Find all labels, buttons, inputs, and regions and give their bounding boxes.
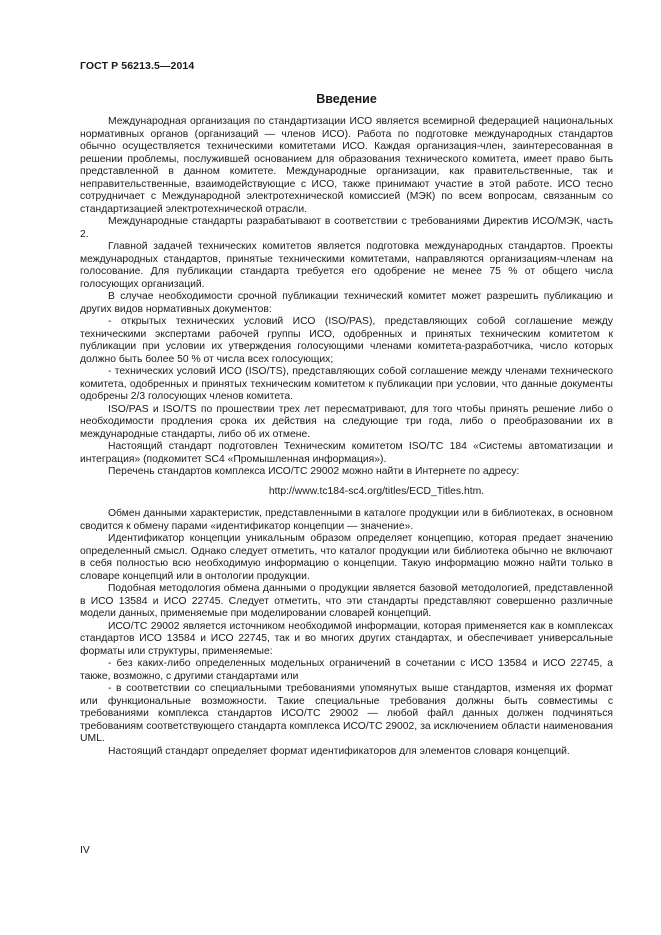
list-item: - в соответствии со специальными требованиями упомянутых выше стандартов, изменяя их формат или функциональные возможности. Такие специальные требования должны быть совместимы с требованиями комплекса стандартов ИСО/ТС 29002 — любой файл данных должен подчиняться требованиям соответствующего стандарта комплекса ИСО/ТС 29002, за исключением области наименования UML. xyxy=(80,683,613,744)
paragraph: Перечень стандартов комплекса ИСО/ТС 29002 можно найти в Интернете по адресу: xyxy=(108,466,520,477)
paragraph: Главной задачей технических комитетов является подготовка международных стандартов. Проекты международных стандартов, принятые техническими комитетами, направляются организациям-членам на голосование. Для публикации стандарта требуется его одобрение не менее 75 % от общего числа голосующих организаций. xyxy=(80,241,613,290)
section-title: Введение xyxy=(316,92,377,106)
url-link[interactable]: http://www.tc184-sc4.org/titles/ECD_Titles.htm. xyxy=(268,485,485,497)
paragraph: Обмен данными характеристик, представленными в каталоге продукции или в библиотеках, в основном сводится к обмену парами «идентификатор концепции — значение». xyxy=(80,508,613,532)
paragraph: ISO/PAS и ISO/TS по прошествии трех лет пересматривают, для того чтобы принять решение либо о необходимости продления срока их действия на следующие три года, либо о преобразовании их в международные стандарты, либо об их отмене. xyxy=(80,403,613,440)
list-item: - технических условий ИСО (ISO/TS), представляющих собой соглашение между членами технического комитета, одобренных и принятых техническим комитетом к публикации при условии, что данные документы одобрены 2/3 голосующих членов комитета. xyxy=(80,366,613,402)
paragraph: Подобная методология обмена данными о продукции является базовой методологией, представленной в ИСО 13584 и ИСО 22745. Следует отметить, что эти стандарты представляют совершенно различные модели данных, применяемые при моделировании словарей концепций. xyxy=(80,583,613,619)
standard-id: ГОСТ Р 56213.5—2014 xyxy=(80,60,195,72)
paragraph: В случае необходимости срочной публикации технический комитет может разрешить публикацию и других видов нормативных документов: xyxy=(80,291,613,315)
list-item: - открытых технических условий ИСО (ISO/PAS), представляющих собой соглашение между техническими экспертами рабочей группы ИСО, одобренных и принятых техническим комитетом к публикации при условии их утверждения голосующими членами комитета-разработчика, число которых должно быть более 50 % от числа всех голосующих; xyxy=(80,316,613,365)
body-text xyxy=(80,116,613,758)
paragraph: Настоящий стандарт определяет формат идентификаторов для элементов словаря концепций. xyxy=(108,745,570,757)
paragraph: Международная организация по стандартизации ИСО является всемирной федерацией национальных нормативных органов (организаций — членов ИСО). Работа по подготовке международных стандартов обычно осуществляется техническими комитетами ИСО. Каждая организация-член, заинтересованная в решении проблемы, послужившей основанием для образования технического комитета, имеет право быть представленной в данном комитете. Международные организации, как правительственные, так и неправительственные, взаимодействующие с ИСО, также принимают участие в этой работе. ИСО тесно сотрудничает с Международной электротехнической комиссией (МЭК) по всем вопросам, связанным со стандартизацией электротехнической отрасли. xyxy=(80,116,613,215)
paragraph: Международные стандарты разрабатывают в соответствии с требованиями Директив ИСО/МЭК, часть 2. xyxy=(80,216,613,240)
paragraph: ИСО/ТС 29002 является источником необходимой информации, которая применяется как в комплексах стандартов ИСО 13584 и ИСО 22745, так и во многих других стандартах, и обеспечивает универсальные форматы или структуры, применяемые: xyxy=(80,620,613,657)
paragraph: Идентификатор концепции уникальным образом определяет концепцию, которая предает значению определенный смысл. Однако следует отметить, что каталог продукции или библиотека обычно не включают в себя полностью всю необходимую информацию о концепции. Такую информацию можно найти только в словаре концепций или в онтологии продукции. xyxy=(80,533,613,582)
paragraph: Настоящий стандарт подготовлен Техническим комитетом ISO/TC 184 «Системы автоматизации и интеграция» (подкомитет SC4 «Промышленная информация»). xyxy=(80,441,613,465)
list-item: - без каких-либо определенных модельных ограничений в сочетании с ИСО 13584 и ИСО 22745, а также, возможно, с другими стандартами или xyxy=(80,658,613,682)
page-number: IV xyxy=(80,844,90,856)
